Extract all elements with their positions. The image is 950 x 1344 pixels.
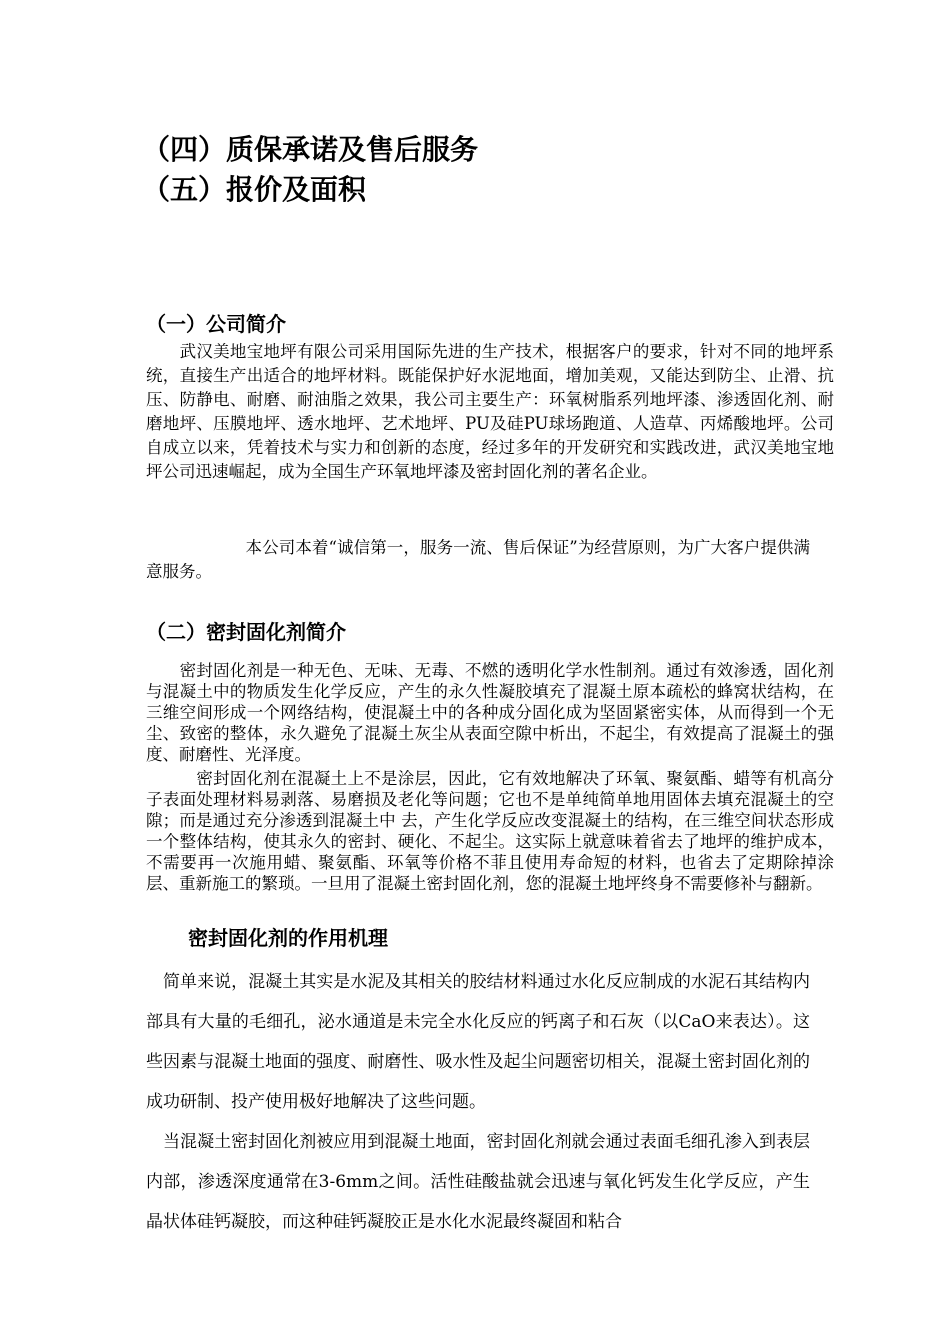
section-1-paragraph-1: 武汉美地宝地坪有限公司采用国际先进的生产技术，根据客户的要求，针对不同的地坪系统，直接生产出适合的地坪材料。既能保护好水泥地面，增加美观，又能达到防尘、止滑、抗压、防静电、耐磨、耐油脂之效果，我公司主要生产：环氧树脂系列地坪漆、渗透固化剂、耐磨地坪、压膜地坪、透水地坪、艺术地坪、PU及硅PU球场跑道、人造草、丙烯酸地坪。公司自成立以来，凭着技术与实力和创新的态度，经过多年的开发研究和实践改进，武汉美地宝地坪公司迅速崛起，成为全国生产环氧地坪漆及密封固化剂的著名企业。	[146, 342, 834, 481]
toc-item-4: （四）质保承诺及售后服务	[142, 133, 479, 166]
section-3-paragraph-1: 简单来说，混凝土其实是水泥及其相关的胶结材料通过水化反应制成的水泥石其结构内部具有大量的毛细孔，泌水通道是未完全水化反应的钙离子和石灰（以CaO来表达）。这些因素与混凝土地面的强度、耐磨性、吸水性及起尘问题密切相关，混凝土密封固化剂的成功研制、投产使用极好地解决了这些问题。	[146, 972, 810, 1112]
section-2-heading: （二）密封固化剂简介	[146, 620, 346, 644]
section-2-paragraph-1: 密封固化剂是一种无色、无味、无毒、不燃的透明化学水性制剂。通过有效渗透，固化剂与混凝土中的物质发生化学反应，产生的永久性凝胶填充了混凝土原本疏松的蜂窝状结构，在三维空间形成一个网络结构，使混凝土中的各种成分固化成为坚固紧密实体，从而得到一个无尘、致密的整体，永久避免了混凝土灰尘从表面空隙中析出，不起尘，有效提高了混凝土的强度、耐磨性、光泽度。	[146, 661, 834, 764]
section-3-paragraph-2: 当混凝土密封固化剂被应用到混凝土地面，密封固化剂就会通过表面毛细孔渗入到表层内部，渗透深度通常在3-6mm之间。活性硅酸盐就会迅速与氧化钙发生化学反应，产生晶状体硅钙凝胶，而这种硅钙凝胶正是水化水泥最终凝固和粘合	[146, 1132, 810, 1232]
toc-item-5: （五）报价及面积	[142, 173, 367, 206]
section-1-heading: （一）公司简介	[146, 312, 286, 336]
section-1-paragraph-2: 本公司本着“诚信第一，服务一流、售后保证”为经营原则，为广大客户提供满意服务。	[146, 538, 810, 581]
section-3-heading: 密封固化剂的作用机理	[188, 926, 388, 950]
section-2-paragraph-2: 密封固化剂在混凝土上不是涂层，因此，它有效地解决了环氧、聚氨酯、蜡等有机高分子表面处理材料易剥落、易磨损及老化等问题；它也不是单纯简单地用固体去填充混凝土的空隙；而是通过充分渗透到混凝土中 去，产生化学反应改变混凝土的结构，在三维空间状态形成一个整体结构，使其永久的密封、硬化、不起尘。这实际上就意味着省去了地坪的维护成本，不需要再一次施用蜡、聚氨酯、环氧等价格不菲且使用寿命短的材料，也省去了定期除掉涂层、重新施工的繁琐。一旦用了混凝土密封固化剂，您的混凝土地坪终身不需要修补与翻新。	[146, 769, 834, 893]
